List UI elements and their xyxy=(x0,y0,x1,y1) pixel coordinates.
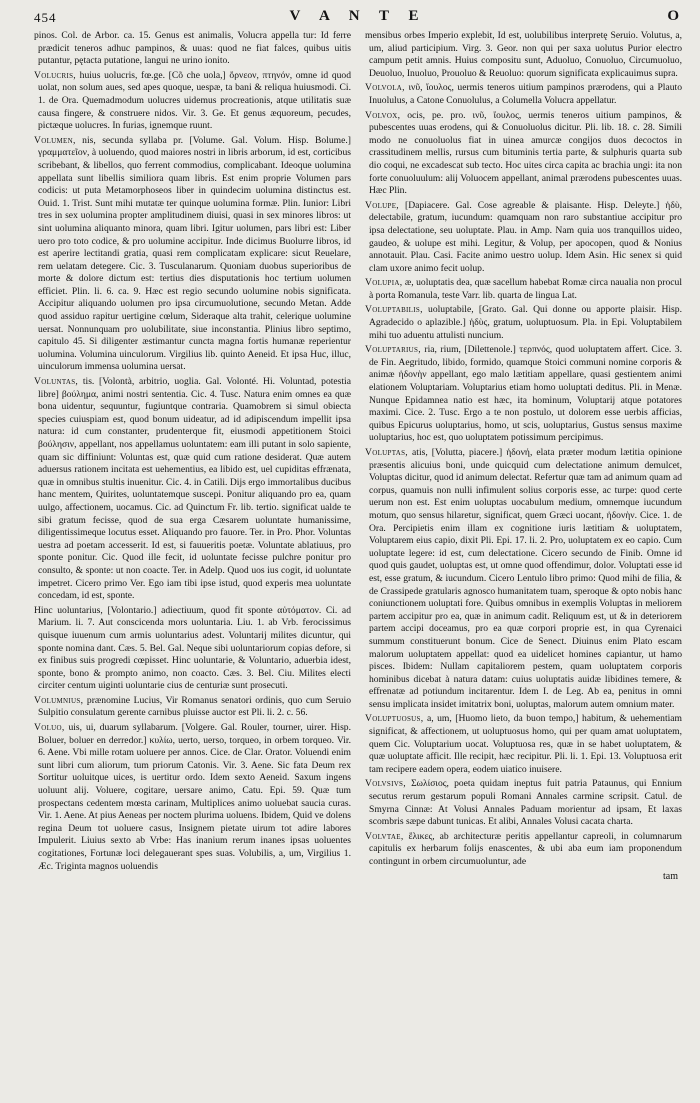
entry-text: ἕλικες, ab architecturæ peritis appellantur capreoli, in columnarum capitulis ex herbarum folijs enascentes, & ubi aba eum iam proponendum contingunt in orbem circumuoluntur, ade xyxy=(369,830,682,867)
entry-lemma: Volvsivs, xyxy=(365,778,406,790)
entry-lemma: Volvola, xyxy=(365,82,405,94)
entry-lemma: Voluptas, xyxy=(365,447,408,458)
entry-lemma: Volupia, xyxy=(365,277,403,289)
entry-text: [Dapiacere. Gal. Cose agreable & plaisante. Hisp. Deleyte.] ἡδὺ, delectabile, gratum, iucundum: quamquam non raro substantiue accipitur pro ipsa delectatione, seu uoluptate. Plau. in Amp. Nam quia uos tranquillos uideo, gaudeo, & uolupe est mihi. Legitur, & Volup, per apocopen, quod & Nonius annotauit. Plau. Casi. Facite animo uestro uolup. Idem Asin. Hic senex si quid clam uxore animo fecit uolup. xyxy=(369,199,682,274)
entry-text: a, um, [Huomo lieto, da buon tempo,] habitum, & uehementiam significat, & affectionem, ut uoluptuosus homo, qui per quam amat uoluptatem, quem Cic. Voluptarium uocat. Voluptuosa res, quæ in se habet uoluptatem, & quæ uoluptate afficit. Ille recipit, hæc recipitur. Pli. li. 1. Epi. 13. Voluptuosa erit tam recipere eadem opera, eodem uiatico inuisere. xyxy=(369,713,682,775)
entry-text: ινῦ, ἴουλος, uermis teneros uitium pampinos prærodens, qui a Plauto Inuolulus, a Catone Conuolulus, a Columella Volucra appellatur. xyxy=(369,82,682,106)
dictionary-entry xyxy=(365,304,682,342)
dictionary-entry xyxy=(34,376,351,603)
entry-text: Hinc uoluntarius, [Volontario.] adiectiuum, quod fit sponte αὐτόματον. Ci. ad Marium. li. 7. Aut conscicenda mors uoluntaria. Liu. 1. ab Vrb. ferocissimus quisque iuuenum cum armis uoluntarius adest. Voluntarij milites dicuntur, qui sponte nomina dant. Cæs. 5. Bel. Gal. Neque sibi uoluntariorum copias defore, si ex finibus suis progredi cœpisset. Hinc uoluntarie, & Voluntario, aduerbia idest, sponte, bono & prompto animo, non coacto. Cæs. 3. Bel. Ciu. Milites electi circiter centum uiginti uoluntarie cius de centuriæ sunt prosecuti. xyxy=(34,604,351,692)
dictionary-entry xyxy=(34,605,351,693)
entry-lemma: Volucris, xyxy=(34,69,76,81)
entry-text: pinos. Col. de Arbor. ca. 15. Genus est animalis, Volucra appella tur: Id ferre prædicit teneros adhuc pampinos, & uuas: quod ne fiat falces, quibus uitis putantur, pętacta putatione, langui ne urino ionito. xyxy=(34,30,351,67)
page-number: 454 xyxy=(34,10,57,25)
entry-text: uis, ui, duarum syllabarum. [Volgere. Gal. Rouler, tourner, uirer. Hisp. Boluer, boluer en derredor.] κυλίω, uerto, uerso, torqueo, in orbem torqueo. Vir. 6. Aene. Vbi mille rotam uoluere per annos. Cice. de Clar. Orator. Voluendi enim sunt libri cum aliorum, tum priorum Catonis. Vir. 3. Aene. Sic fata Deum rex Sortitur uoluitque uices, is uertitur ordo. Idem sexto Aeneid. Saxum ingens uoluunt alij. Voluere, cogitare, uersare animo, Catu. Epi. 59. Quæ tum prospectans cedentem mœsta carinam, Multiplices animo uoluebat saucia curas. Vir. 1. Aene. At pius Aeneas per noctem plurima uoluens. Ibidem, Quid ve dolens regina Deum tot uoluere casus, Insignem pietate uirum tot adire labores Impulerit. Liuius sexto ab Vrbe: Has inanium rerum inanes ipsas uoluentes cogitationes, Fortunæ loci delegauerant spes suas. Volubilis, a, um, Virgilius 1. Æc. Triginta magnos uoluendis xyxy=(38,722,351,872)
dictionary-entry xyxy=(365,277,682,302)
entry-text: atis, [Volutta, piacere.] ἡδονή, elata præter modum lætitia opinione præsentis alicuius boni, unde quicquid cum delectatione animum demulcet, Voluptas dicitur, quod id animum delectat. Refertur quæ tam ad animum quam ad corpus, quamuis non nulli infimulent solius corporis esse, ac turpe: quod certe uerum non est. Est enim uoluptas uocabulum medium, omnemque iucundum motum, quo sensus hilaretur, significat, quem Græci uocant, ἡδονὴν. Cice. 1. de Ora. Percipietis enim illam ex cognitione iuris lætitiam & uoluptatem, Voluptarem eius capio, dixit Pli. Epi. 17. li. 2. Pro, uoluptatem ex eo capio. Cum uoluptate legere: id est, cum delectatione. Cicero secundo de Finib. Omne id quod quis gaudet, uoluptas est, ut omne quod offendimur, dolor. Voluptati esse id est, esse gratum, & iucundum. Cicero Lentulo libro primo: Quod mihi de filia, & de Crassipede gratularis agnosco humanitatem tuam, speroque & opto nobis hanc coniunctionem uoluptati fore. Quibus omnibus in exemplis Voluptas in meliorem partem accipitur pro ea, quæ in animum cadit. Reliquum est, ut & in deteriorem partem accipi doceamus, pro ea quæ corpori proprie est, in qua Cyrenaici summum constituerunt bonum. Cice de Senect. Diuinus enim Plato escam malorum uoluptatem appellat: quod ea uidelicet homines capiantur, ut hamo pisces. Ibidem: Nullam capitaliorem pestem, quam uoluptatem corporis hominibus dicebat à natura datam: cuius uoluptatis auidæ libidines temere, & effrenatæ ad potiundum incitarentur. Idem I. de Leg. Ab ea, penitus in omni sensu implicata insidet imitatrix boni, uoluptas, malorum autem omnium mater. xyxy=(369,447,682,710)
dictionary-entry xyxy=(34,135,351,374)
entry-lemma: Volvox, xyxy=(365,109,401,121)
dictionary-entry xyxy=(365,200,682,276)
entry-lemma: Voluptabilis, xyxy=(365,304,423,316)
dictionary-entry xyxy=(34,722,351,873)
entry-text: prænomine Lucius, Vir Romanus senatori ordinis, quo cum Seruio Sulpitio consulatum gerente carnibus pluisse auctor est Pli. li. 2. c. 56. xyxy=(38,694,351,719)
entry-lemma: Volumen, xyxy=(34,134,76,146)
entry-text: ocis, pe. pro. ινῦ, ἴουλος, uermis teneros uitium pampinos, & pubescentes uuas erodens, qui & Conuoluolus dicitur. Pli. lib. 18. c. 28. Simili modo ne conuoluolus fiat in uinea amurcæ congijos duos decoctos in crassitudinem mellis, rursus cum bituminis tertia parte, & sulphuris quarta sub dio coqui, ne excadescat sub tecto. Hoc uites circa capita ac brachia ungi: ita non forte conuoluulum: alij Voluocem appellant, animal prærodens pubescentes uuas. Hæc Plin. xyxy=(369,109,682,197)
dictionary-entry xyxy=(34,70,351,133)
dictionary-entry xyxy=(365,778,682,828)
dictionary-entry xyxy=(365,344,682,445)
left-column xyxy=(34,30,351,882)
entry-text: mensibus orbes Imperio explebit, Id est, uolubilibus interpretę Seruio. Volutus, a, um, aliud participium. Virg. 3. Geor. non qui per saxa uolutus Purior electro campum petit amnis. Huius compositu sunt, Aduoluo, Conuoluo, Circumuoluo, Deuoluo, Inuoluo, Prouoluo & Reuoluo: quorum significata explicauimus supra. xyxy=(365,30,682,79)
dictionary-entry xyxy=(365,447,682,711)
dictionary-entry xyxy=(365,110,682,198)
catchword: tam xyxy=(663,870,678,882)
running-header xyxy=(34,6,682,30)
entry-text: huius uolucris, fœ.ge. [Cõ che uola,] ὄρνεον, πτηνόν, omne id quod uolat, non solum aues, sed apes quoque, uespæ, ta bani & reliqua huiusmodi. Ci. 1. de Ora. Quemadmodum uolucres uidemus procreationis, atque utilitatis suæ causa fingere, & construere nidos. Vir. 3. Ge. Et genus æquoreum, pecudes, pictæque uolucres. In furias, ignemque ruunt. xyxy=(38,69,351,132)
entry-text: uoluptabile, [Grato. Gal. Qui donne ou apporte plaisir. Hisp. Agradecido o aplazible.] ἡδὺς, gratum, uoluptuosum. Pla. in Epi. Voluptabilem mihi tuo aduentu attulisti nuncium. xyxy=(369,304,682,341)
entry-text: æ, uoluptatis dea, quæ sacellum habebat Romæ circa naualia non procul à porta Romanula, teste Varr. lib. quarta de lingua Lat. xyxy=(369,277,682,301)
text-columns xyxy=(34,30,682,882)
entry-lemma: Voluntas, xyxy=(34,376,79,388)
running-headword: V A N T E xyxy=(289,8,427,24)
dictionary-entry xyxy=(365,30,682,80)
running-header-letter: O xyxy=(667,8,680,24)
entry-text: Σωλίσιος, poeta quidam ineptus fuit patria Pataunus, qui Ennium secutus rerum gestarum populi Romani Annales carmine scripsit. Catul. de Smyrna Cinnæ: At Volusi Annales Paduam morientur ad ipsam, Et laxas scombris sæpe dabunt tunicas. Et alibi, Annales Volusi cacata charta. xyxy=(369,778,682,828)
dictionary-entry xyxy=(365,713,682,776)
entry-text: nis, secunda syllaba pr. [Volume. Gal. Volum. Hisp. Bolume.] γραμματεῖον, à uoluendo, quod maiores nostri in libris arborum, id est, corticibus scribebant, & libellos, quo ferrent commodius, complicabant. Ideoque uolumina appellata sunt libellis similiora quam libris. Est enim proprie Volumen pars codicis: ut puta Metamorphoseos liber in quindecim uolumina distinctus est. Ouid. 1. Trist. Sunt mihi mutatæ ter quinque uolumina formæ. Plin. Iunior: Libri tres in sex uolumina propter amplitudinem diuisi, quasi in sex minores libros: ut sint uolumina aliquanto minora, quam libri. Igitur uolumen, pars libri est: Liber uero pro toto codice, & pro uolumine accipitur. Inde dicimus Buolurre libros, id est aperire lectitandi gratia, quasi rem complicatam explicare: sicut Reuelare, rem uelatam detegere. Cic. 3. Tusculanarum. Quoniam duobus superioribus de morte & dolore dictum est: tertius dies disputationis hoc tertium uolumen efficiet. Plin. li. 6. ca. 9. Hæc est regio secundo uolumine nobis significata. Accipitur aliquando uolumen pro ipsa circumuolutione, secundo Metan. Adde quod assiduo rapitur uertigine cœlum, Sideraque alta trahit, celerique uolumine uersat. Nonnunquam pro uolubilitate, siue inconstantia. Plinius libro septimo, capitulo 45. Si diligenter æstimantur cuncta magna fortis humanæ reperientur uolumina. Volumina uinculorum. Virgilius lib. quinto Aeneid. Et ipsa Huc, illuc, uinculorum immensa uolumina uersat. xyxy=(38,134,351,373)
entry-lemma: Volumnius, xyxy=(34,694,84,706)
right-column xyxy=(365,30,682,882)
entry-lemma: Volvtae, xyxy=(365,830,404,842)
entry-text: tis. [Volontà, arbitrio, uoglia. Gal. Volonté. Hi. Voluntad, potestia libre] βούλημα, animi nostri sententia. Cic. 4. Tusc. Natura enim omnes ea quæ bona uidentur, sequuntur, fugiuntque contraria. Quamobrem si simul obiecta species cuiuspiam est, quod bonum uideatur, ad id adipiscendum impellit ipsa natura: id cum constanter, prudenterque fit, eiusmodi appetitionem Stoici βούλησιν, appellant, nos appellamus uoluntatem: eam illi putant in solo sapiente, quam sic diffiniunt: Voluntas est, quæ quid cum ratione desiderat. Quæ autem aduersus rationem incitata est uehementius, ea libido est, uel cupiditas effrænata, quæ in omnibus stultis inuenitur. Cic. 4. in Catili. Dijs ergo immortalibus ducibus hanc mentem, Quirites, uoluntatemque suscepi. Ponitur aliquando pro ea, quam uulgo, affectionem, uocamus. Cic. ad Quinctum Fr. lib. tertio. significat ualde te sibi gratum fecisse, quod de sua erga Cæsarem uoluntate humanissime, diligentissimeque locutus esset. Aliquando pro fauore. Ter. in Pro. Phor. Voluntas uestra ad poetam accesserit. Id est, si fauueritis poetæ. Voluntate ablatiuus, pro sponte ponitur. Cic. Quod ille fecit, id uoluntate fecisse pulchre ponitur pro consulto, & sponte: ut non coacte. Ter. in Adelp. Quod uos ius cogit, id uoluntate impetret. Cicero primo Ver. Ego iam tibi ipse istud, quod experis mea uoluntate concedam, id est, sponte. xyxy=(38,376,351,602)
dictionary-entry xyxy=(34,695,351,720)
entry-text: ria, rium, [Dilettenole.] τερπνός, quod uoluptatem affert. Cice. 3. de Fin. Aegritudo, libido, formido, quamque Stoici communi nomine corporis & animæ ἡδονὴν appellant, ego malo lætitiam appellare, quasi gestientem animi elationem Voluptariam. Voluptarius etiam homo uoluptati deditus. Pli. in Menæ. Nunque Epidamnea natio est hæc, ita hominum, Voluptarij atque potatores maximi. Cice. 2. Tusc. Ergo a te non postulo, ut dolorem esse uerbis afficias, quibus Epicurus uoluptarius, homo, ut scis, uoluptarius, Gustus sensus maxime uoluptarius, hoc est, quo uoluptatem potissimum percipimus. xyxy=(369,344,682,444)
dictionary-entry xyxy=(34,30,351,68)
dictionary-entry xyxy=(365,831,682,869)
dictionary-entry xyxy=(365,82,682,107)
entry-lemma: Voluo, xyxy=(34,722,65,734)
entry-lemma: Voluptarius, xyxy=(365,344,421,356)
entry-lemma: Voluptuosus, xyxy=(365,713,424,725)
entry-lemma: Volupe, xyxy=(365,199,399,211)
